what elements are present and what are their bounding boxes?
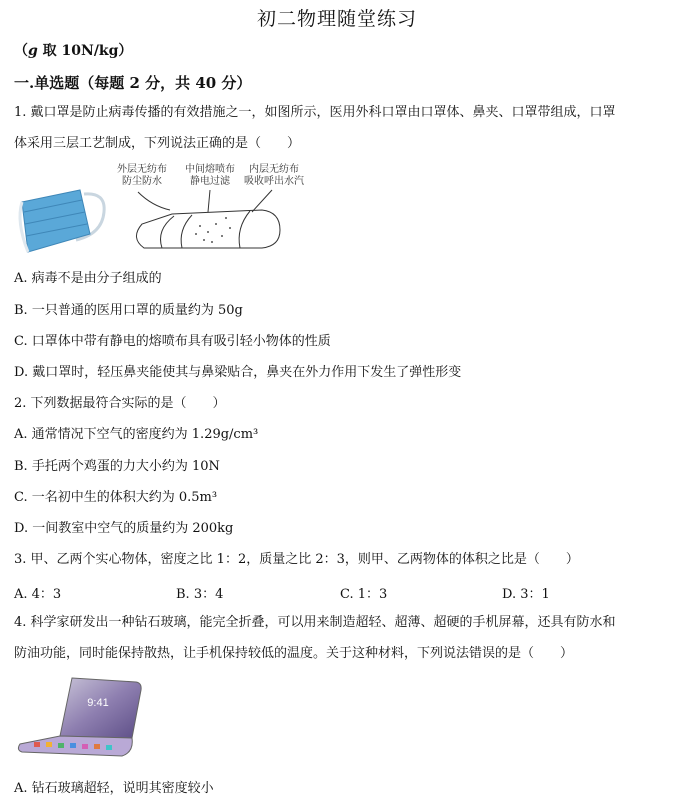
q2-option-b: B. 手托两个鸡蛋的力大小约为 10N (14, 459, 220, 474)
folding-phone-image (14, 672, 144, 764)
q4-stem-line1: 4. 科学家研发出一种钻石玻璃，能完全折叠，可以用来制造超轻、超薄、超硬的手机屏幕，还具有防水和 (14, 615, 616, 630)
q2-option-a: A. 通常情况下空气的密度约为 1.29g/cm³ (14, 427, 259, 442)
label-outer-1: 外层无纺布 (117, 164, 167, 175)
layer-fold-1 (161, 216, 175, 248)
q3-option-d: D. 3：1 (502, 587, 550, 602)
q3-option-b: B. 3：4 (176, 587, 224, 602)
q3-stem: 3. 甲、乙两个实心物体，密度之比 1：2，质量之比 2：3，则甲、乙两物体的体积之比是（ ） (14, 552, 579, 567)
gravity-note-rest: 取 10N/kg） (37, 43, 133, 59)
layer-fold-3 (239, 211, 250, 248)
q1-stem-line1: 1. 戴口罩是防止病毒传播的有效措施之一，如图所示，医用外科口罩由口罩体、鼻夹、口罩带组成，口罩 (14, 105, 616, 120)
label-inner-2: 吸收呼出水汽 (244, 176, 304, 187)
layer-outline (136, 210, 280, 248)
label-middle-1: 中间熔喷布 (185, 164, 235, 175)
q1-option-b: B. 一只普通的医用口罩的质量约为 50g (14, 303, 243, 318)
layer-fold-2 (181, 215, 192, 248)
mask-body (22, 190, 90, 252)
gravity-note-open: （ (14, 43, 28, 59)
q1-option-d: D. 戴口罩时，轻压鼻夹能使其与鼻梁贴合，鼻夹在外力作用下发生了弹性形变 (14, 365, 462, 380)
section-heading: 一.单选题（每题 2 分，共 40 分） (14, 74, 252, 92)
gravity-note (14, 42, 132, 60)
q2-stem: 2. 下列数据最符合实际的是（ ） (14, 396, 226, 411)
page-title: 初二物理随堂练习 (256, 8, 417, 30)
q3-option-a: A. 4：3 (14, 587, 62, 602)
q1-stem-line2: 体采用三层工艺制成，下列说法正确的是（ ） (14, 136, 301, 151)
pointer-middle (208, 190, 210, 212)
q2-option-c: C. 一名初中生的体积大约为 0.5m³ (14, 490, 218, 505)
meltblown-dots (195, 217, 231, 243)
phone-clock: 9:41 (87, 697, 109, 709)
q1-option-c: C. 口罩体中带有静电的熔喷布具有吸引轻小物体的性质 (14, 334, 331, 349)
q1-option-a: A. 病毒不是由分子组成的 (14, 271, 162, 286)
pointer-inner (252, 190, 272, 212)
q2-option-d: D. 一间教室中空气的质量约为 200kg (14, 521, 234, 536)
pointer-outer (138, 192, 170, 210)
label-outer-2: 防尘防水 (122, 176, 162, 187)
q4-option-a: A. 钻石玻璃超轻，说明其密度较小 (14, 781, 214, 796)
q4-stem-line2: 防油功能，同时能保持散热，让手机保持较低的温度。关于这种材料，下列说法错误的是（ ） (14, 646, 574, 661)
label-middle-2: 静电过滤 (190, 176, 230, 187)
mask-photo (14, 182, 110, 262)
q3-option-c: C. 1：3 (340, 587, 388, 602)
label-inner-1: 内层无纺布 (249, 164, 299, 175)
mask-layer-diagram (112, 160, 312, 252)
gravity-note-g: g (28, 43, 38, 59)
